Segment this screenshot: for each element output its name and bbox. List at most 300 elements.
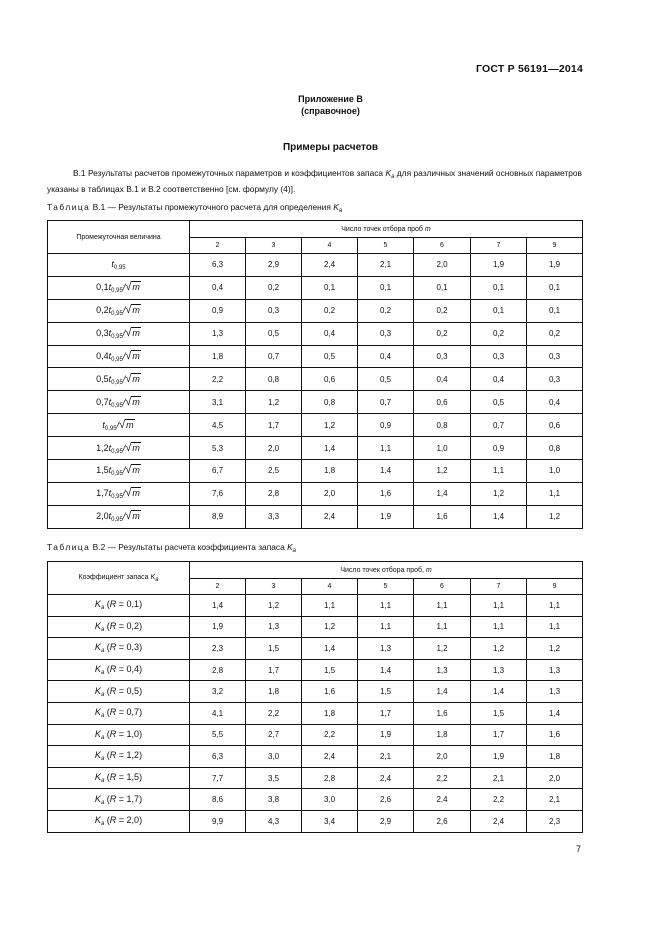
appendix-label: Приложение В [298, 94, 363, 104]
table-row [48, 391, 583, 414]
table-cell: 2,5 [246, 460, 302, 483]
k-subscript: a [100, 713, 105, 720]
label-fragment: 0,3 [96, 328, 109, 339]
table-cell: 0,2 [358, 299, 414, 322]
table-cell: 2,1 [471, 767, 527, 789]
column-header: 5 [358, 238, 414, 254]
table-cell: 1,4 [358, 659, 414, 681]
k-symbol: K [94, 815, 101, 826]
table-cell: 3,8 [246, 789, 302, 811]
label-fragment: t [108, 465, 112, 476]
table1-caption [47, 202, 342, 214]
k-subscript: a [100, 799, 105, 806]
table-row [48, 595, 583, 617]
label-fragment: m [132, 442, 140, 453]
r-value: 0,4 [126, 664, 140, 675]
label-fragment: t [108, 442, 112, 453]
label-fragment: 0,95 [111, 334, 123, 341]
label-fragment: √ [119, 418, 126, 431]
table2-column-group-text: Число точек отбора проб, [340, 566, 426, 574]
table-cell: 2,9 [246, 254, 302, 277]
k-subscript: a [100, 821, 105, 828]
intro-text-part1: В.1 Результаты расчетов промежуточных параметров и коэффициентов запаса [73, 168, 386, 178]
label-fragment: t [102, 419, 105, 430]
table2-caption-word: Таблица [47, 542, 91, 552]
table-row [48, 767, 583, 789]
label-fragment: 2,0 [96, 511, 109, 522]
k-symbol: K [94, 728, 101, 739]
table-cell: 1,6 [302, 681, 358, 703]
table-cell: 6,7 [190, 460, 246, 483]
table-row [48, 460, 583, 483]
table2-column-group-var: m [425, 566, 432, 574]
table-cell: 0,7 [246, 345, 302, 368]
row-label [48, 414, 190, 437]
table-cell: 0,5 [246, 322, 302, 345]
table-cell: 1,1 [414, 595, 471, 617]
table-cell: 3,4 [302, 810, 358, 832]
table-cell: 1,4 [414, 681, 471, 703]
table-cell: 0,6 [527, 414, 583, 437]
table1-column-group-header [190, 221, 583, 238]
table-cell: 1,8 [414, 724, 471, 746]
label-fragment: / [122, 511, 126, 522]
label-fragment: 0,95 [111, 517, 123, 524]
standard-id: ГОСТ Р 56191—2014 [475, 63, 583, 75]
table-cell: 0,3 [358, 322, 414, 345]
table-cell: 1,7 [358, 702, 414, 724]
table-cell: 2,0 [302, 482, 358, 505]
table2-caption-k: K [287, 542, 293, 552]
table-cell: 1,7 [246, 659, 302, 681]
table-cell: 1,8 [190, 345, 246, 368]
label-fragment: √ [125, 304, 132, 317]
table-cell: 0,1 [527, 299, 583, 322]
label-fragment: √ [125, 372, 132, 385]
column-header: 7 [471, 238, 527, 254]
table-cell: 1,8 [527, 746, 583, 768]
table-cell: 2,2 [414, 767, 471, 789]
table-cell: 1,1 [471, 616, 527, 638]
table-cell: 2,0 [527, 767, 583, 789]
label-fragment: 0,4 [96, 351, 109, 361]
table-cell: 1,6 [527, 724, 583, 746]
table-cell: 5,3 [190, 437, 246, 460]
label-fragment: / [122, 328, 126, 339]
label-fragment: m [132, 351, 140, 361]
table-row [48, 505, 583, 528]
label-fragment: / [116, 419, 120, 430]
label-fragment: m [132, 396, 140, 407]
label-fragment: √ [125, 281, 132, 294]
table-cell: 6,3 [190, 746, 246, 768]
table-cell: 1,6 [414, 702, 471, 724]
label-fragment: 0,95 [111, 402, 123, 409]
table-cell: 0,4 [302, 322, 358, 345]
table-cell: 1,4 [471, 681, 527, 703]
label-fragment: m [132, 488, 140, 499]
row-label [48, 505, 190, 528]
k-symbol: K [94, 685, 101, 696]
label-fragment: m [132, 373, 140, 384]
table-cell: 0,8 [246, 368, 302, 391]
table-cell: 2,7 [246, 724, 302, 746]
label-fragment: / [122, 282, 126, 293]
table-cell: 5,5 [190, 724, 246, 746]
label-fragment: t [108, 305, 112, 316]
intro-k-symbol: K [385, 168, 392, 178]
row-label [48, 437, 190, 460]
label-fragment: 0,95 [111, 471, 123, 478]
r-value: 0,7 [126, 707, 140, 718]
table-cell: 0,7 [471, 414, 527, 437]
table1-row-header: Промежуточная величина [48, 221, 190, 254]
table-cell: 2,8 [302, 767, 358, 789]
table-cell: 3,0 [246, 746, 302, 768]
table-row [48, 414, 583, 437]
table-cell: 1,4 [414, 482, 471, 505]
table-cell: 0,1 [414, 276, 471, 299]
table-cell: 2,4 [302, 505, 358, 528]
label-fragment: 0,1 [96, 282, 109, 293]
label-fragment: m [132, 282, 140, 293]
table2-caption [47, 542, 296, 554]
table-cell: 1,4 [527, 702, 583, 724]
table-cell: 1,2 [414, 460, 471, 483]
k-subscript: a [100, 778, 105, 785]
row-label: $K_a$ (R = 1,7) [48, 789, 190, 811]
label-fragment: √ [125, 487, 132, 500]
table-cell: 1,9 [471, 746, 527, 768]
table-cell: 2,1 [358, 746, 414, 768]
row-label: $K_a$ (R = 1,5) [48, 767, 190, 789]
table-cell: 0,9 [190, 299, 246, 322]
label-fragment: t [108, 282, 112, 293]
table-cell: 7,6 [190, 482, 246, 505]
table-cell: 0,1 [471, 276, 527, 299]
table-cell: 0,5 [358, 368, 414, 391]
table-cell: 1,3 [471, 659, 527, 681]
table-row [48, 254, 583, 277]
table-cell: 0,8 [527, 437, 583, 460]
table-cell: 1,2 [302, 616, 358, 638]
label-fragment: m [132, 328, 140, 339]
table-cell: 0,6 [414, 391, 471, 414]
label-fragment: / [122, 488, 126, 499]
table-cell: 1,3 [527, 681, 583, 703]
table-cell: 0,2 [414, 322, 471, 345]
table-cell: 1,1 [471, 460, 527, 483]
row-label [48, 482, 190, 505]
table-cell: 1,9 [190, 616, 246, 638]
label-fragment: / [122, 396, 126, 407]
table-cell: 1,7 [471, 724, 527, 746]
table-cell: 1,8 [302, 460, 358, 483]
table-cell: 1,2 [471, 638, 527, 660]
table2 [47, 561, 583, 833]
table-row [48, 437, 583, 460]
label-fragment: t [111, 258, 114, 269]
table-cell: 1,3 [246, 616, 302, 638]
column-header: 3 [246, 238, 302, 254]
table-cell: 1,1 [471, 595, 527, 617]
appendix-type: (справочное) [301, 106, 360, 116]
table-cell: 1,9 [527, 254, 583, 277]
r-value: 0,2 [126, 620, 140, 631]
table2-row-header-text: Коэффициент запаса [78, 573, 151, 581]
label-fragment: 1,5 [96, 465, 109, 476]
table1-column-group-text: Число точек отбора проб [341, 225, 425, 233]
column-header: 4 [302, 579, 358, 595]
column-header: 4 [302, 238, 358, 254]
label-fragment: t [108, 351, 112, 361]
k-subscript: a [100, 626, 105, 633]
table-cell: 0,2 [246, 276, 302, 299]
table-cell: 1,1 [358, 437, 414, 460]
r-value: 1,7 [126, 793, 140, 804]
table-row [48, 345, 583, 368]
table1-caption-word: Таблица [47, 202, 91, 212]
column-header: 7 [471, 579, 527, 595]
row-label [48, 276, 190, 299]
table2-row-header-k-sub: a [155, 576, 159, 583]
page-number: 7 [575, 844, 581, 854]
table-cell: 0,4 [471, 368, 527, 391]
r-value: 2,0 [126, 815, 140, 826]
column-header: 3 [246, 579, 302, 595]
table-cell: 3,2 [190, 681, 246, 703]
table-cell: 2,4 [302, 746, 358, 768]
table-cell: 3,3 [246, 505, 302, 528]
appendix-heading [0, 93, 661, 117]
table-cell: 1,1 [358, 595, 414, 617]
table-cell: 1,1 [527, 595, 583, 617]
label-fragment: / [122, 373, 126, 384]
label-fragment: m [132, 511, 140, 522]
table-cell: 1,3 [527, 659, 583, 681]
table-cell: 0,5 [302, 345, 358, 368]
table-cell: 1,6 [414, 505, 471, 528]
label-fragment: / [122, 442, 126, 453]
table-cell: 2,3 [190, 638, 246, 660]
table-cell: 1,5 [302, 659, 358, 681]
column-header: 6 [414, 238, 471, 254]
table-cell: 4,3 [246, 810, 302, 832]
intro-paragraph [47, 167, 582, 195]
table-cell: 1,0 [527, 460, 583, 483]
label-fragment: 0,95 [111, 494, 123, 501]
table-cell: 2,0 [246, 437, 302, 460]
table-cell: 1,4 [190, 595, 246, 617]
row-label: $K_a$ (R = 0,2) [48, 616, 190, 638]
label-fragment: 0,95 [111, 311, 123, 318]
table-cell: 2,2 [190, 368, 246, 391]
table2-caption-k-sub: a [292, 548, 297, 554]
label-fragment: / [122, 305, 126, 316]
table-cell: 8,6 [190, 789, 246, 811]
table-cell: 0,2 [471, 322, 527, 345]
table1 [47, 220, 583, 529]
table-cell: 0,2 [302, 299, 358, 322]
table-cell: 2,4 [471, 810, 527, 832]
label-fragment: 0,5 [96, 373, 109, 384]
k-subscript: a [100, 734, 105, 741]
table-cell: 1,8 [246, 681, 302, 703]
row-label: $K_a$ (R = 0,3) [48, 638, 190, 660]
table-cell: 9,9 [190, 810, 246, 832]
table-cell: 0,1 [358, 276, 414, 299]
table-cell: 1,5 [471, 702, 527, 724]
table-cell: 2,1 [527, 789, 583, 811]
table-cell: 0,6 [302, 368, 358, 391]
column-header: 9 [527, 238, 583, 254]
table2-column-group-header [190, 562, 583, 579]
row-label [48, 254, 190, 277]
table-cell: 0,4 [527, 391, 583, 414]
label-fragment: 1,7 [96, 488, 109, 499]
table-cell: 0,3 [246, 299, 302, 322]
table-cell: 0,1 [527, 276, 583, 299]
r-value: 0,3 [126, 642, 140, 653]
row-label [48, 299, 190, 322]
row-label: $K_a$ (R = 2,0) [48, 810, 190, 832]
r-value: 0,5 [126, 685, 140, 696]
label-fragment: / [122, 465, 126, 476]
row-label: $K_a$ (R = 0,4) [48, 659, 190, 681]
label-fragment: t [108, 511, 112, 522]
label-fragment: 0,95 [113, 264, 126, 271]
k-symbol: K [94, 793, 101, 804]
k-symbol: K [94, 599, 101, 610]
table-cell: 1,4 [302, 638, 358, 660]
k-symbol: K [94, 620, 101, 631]
table-cell: 2,8 [246, 482, 302, 505]
table-cell: 4,1 [190, 702, 246, 724]
table-cell: 2,2 [471, 789, 527, 811]
label-fragment: t [108, 373, 112, 384]
table-cell: 2,3 [527, 810, 583, 832]
table-cell: 1,3 [190, 322, 246, 345]
table-cell: 2,0 [414, 254, 471, 277]
table-row [48, 616, 583, 638]
table-cell: 4,5 [190, 414, 246, 437]
table-cell: 2,8 [190, 659, 246, 681]
label-fragment: √ [125, 327, 132, 340]
r-value: 1,2 [126, 750, 140, 761]
k-symbol: K [94, 772, 101, 783]
table-cell: 1,9 [471, 254, 527, 277]
row-label: $K_a$ (R = 0,7) [48, 702, 190, 724]
label-fragment: m [126, 419, 134, 430]
section-title: Примеры расчетов [282, 142, 379, 153]
table-cell: 0,8 [302, 391, 358, 414]
column-header: 2 [190, 238, 246, 254]
column-header: 9 [527, 579, 583, 595]
table-row [48, 482, 583, 505]
table-row [48, 810, 583, 832]
table-cell: 1,2 [527, 505, 583, 528]
label-fragment: √ [125, 441, 132, 454]
table-row [48, 724, 583, 746]
r-value: 1,5 [126, 772, 140, 783]
intro-text-part2: для различных значений основных параметров указаны в таблицах В.1 и В.2 соответственно [см. формулу (4)]. [47, 168, 582, 194]
table-cell: 0,3 [527, 345, 583, 368]
table-row [48, 789, 583, 811]
k-symbol: K [94, 750, 101, 761]
table-cell: 1,2 [414, 638, 471, 660]
column-header: 2 [190, 579, 246, 595]
row-label [48, 460, 190, 483]
intro-k-subscript: a [391, 174, 395, 180]
label-fragment: t [108, 328, 112, 339]
table-cell: 0,4 [358, 345, 414, 368]
row-label: $K_a$ (R = 1,0) [48, 724, 190, 746]
label-fragment: t [108, 396, 112, 407]
k-symbol: K [94, 707, 101, 718]
label-fragment: 0,7 [96, 396, 109, 407]
table-cell: 8,9 [190, 505, 246, 528]
k-subscript: a [100, 648, 105, 655]
label-fragment: / [122, 351, 126, 361]
table-cell: 1,0 [414, 437, 471, 460]
table2-caption-text: В.2 — Результаты расчета коэффициента запаса [90, 542, 288, 552]
table-cell: 0,4 [190, 276, 246, 299]
row-label [48, 322, 190, 345]
table-cell: 1,1 [302, 595, 358, 617]
table-cell: 2,4 [414, 789, 471, 811]
table-cell: 1,6 [358, 482, 414, 505]
table2-row-header [48, 562, 190, 595]
label-fragment: 0,95 [104, 425, 117, 432]
table-cell: 1,4 [302, 437, 358, 460]
table-cell: 2,6 [358, 789, 414, 811]
r-value: 0,1 [126, 599, 140, 610]
table-cell: 1,1 [414, 616, 471, 638]
table-cell: 1,1 [358, 616, 414, 638]
table1-caption-text: В.1 — Результаты промежуточного расчета для определения [90, 202, 334, 212]
row-label [48, 391, 190, 414]
table-cell: 3,5 [246, 767, 302, 789]
table-cell: 1,3 [414, 659, 471, 681]
row-label [48, 345, 190, 368]
table-cell: 0,2 [414, 299, 471, 322]
label-fragment: m [132, 305, 140, 316]
table-row [48, 702, 583, 724]
label-fragment: 0,95 [111, 379, 123, 386]
table-cell: 2,6 [414, 810, 471, 832]
column-header: 5 [358, 579, 414, 595]
table-cell: 1,2 [471, 482, 527, 505]
table-cell: 3,1 [190, 391, 246, 414]
table-cell: 1,9 [358, 724, 414, 746]
label-fragment: 0,95 [111, 288, 123, 295]
label-fragment: √ [125, 464, 132, 477]
r-value: 1,0 [126, 728, 140, 739]
row-label: $K_a$ (R = 0,1) [48, 595, 190, 617]
table-cell: 1,2 [527, 638, 583, 660]
table-row [48, 276, 583, 299]
table-cell: 0,4 [414, 368, 471, 391]
table-cell: 2,1 [358, 254, 414, 277]
table-cell: 6,3 [190, 254, 246, 277]
label-fragment: m [132, 465, 140, 476]
table-cell: 0,3 [527, 368, 583, 391]
table-row [48, 638, 583, 660]
label-fragment: √ [125, 510, 132, 523]
k-subscript: a [100, 691, 105, 698]
table-cell: 0,9 [471, 437, 527, 460]
table-cell: 0,9 [358, 414, 414, 437]
